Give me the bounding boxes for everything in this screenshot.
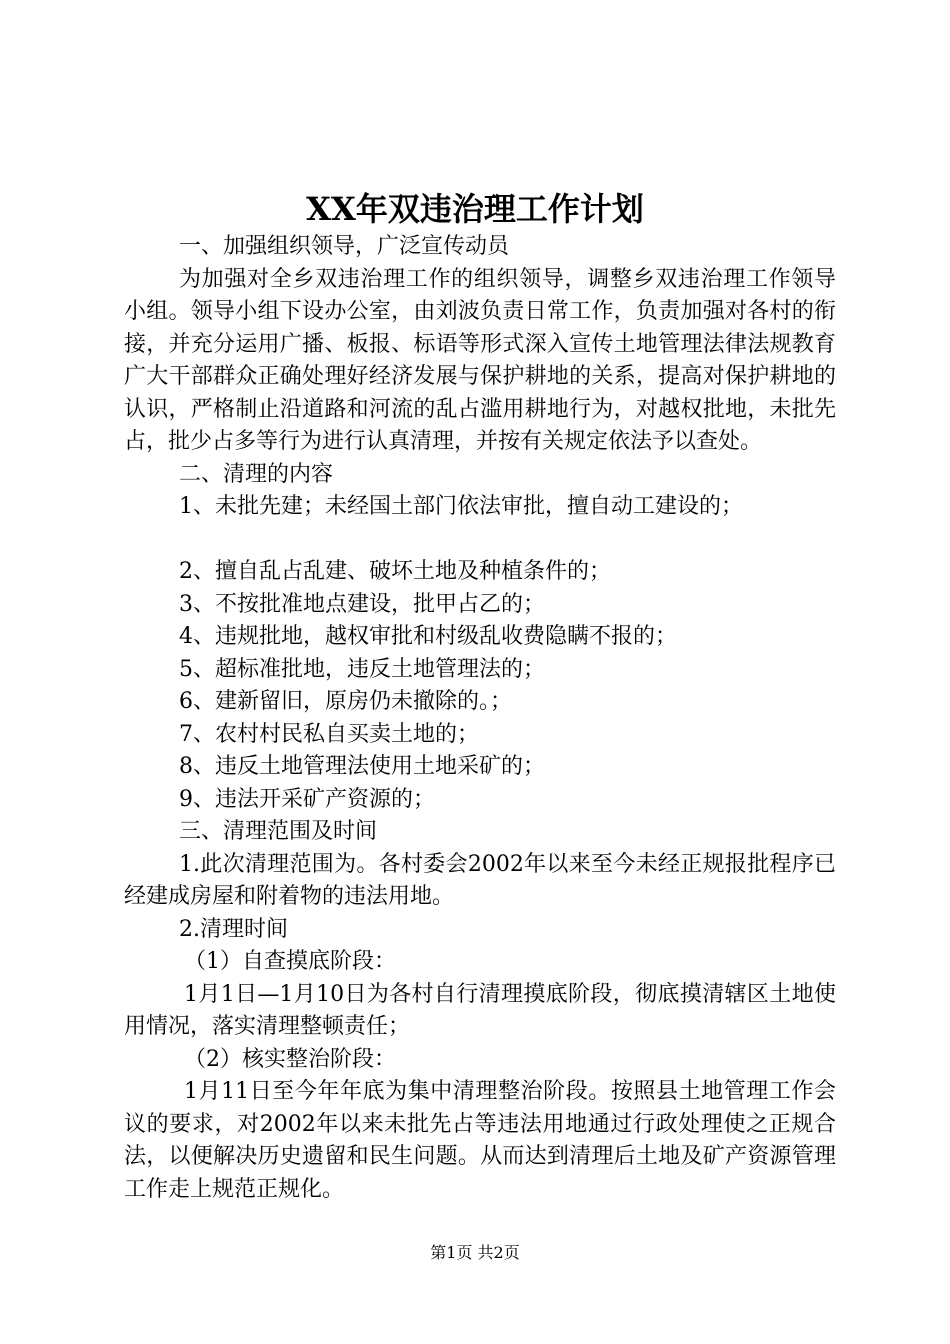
list-item: 2、擅自乱占乱建、破坏土地及种植条件的； xyxy=(179,559,611,584)
page-footer: 第1页 共2页 xyxy=(430,1243,520,1262)
section-heading-2: 二、清理的内容 xyxy=(179,461,334,487)
subheading-time: 2.清理时间 xyxy=(179,916,288,942)
list-item: 6、建新留旧，原房仍未撤除的。； xyxy=(179,689,512,714)
list-item: 4、违规批地，越权审批和村级乱收费隐瞒不报的； xyxy=(179,624,677,649)
blank-line xyxy=(124,524,836,557)
document-title: XX年双违治理工作计划 xyxy=(306,190,644,228)
list-item: 1、未批先建；未经国土部门依法审批，擅自动工建设的； xyxy=(179,494,743,519)
paragraph-scope: 1.此次清理范围为。各村委会2002年以来至今未经正规报批程序已经建成房屋和附着物的违法用地。 xyxy=(124,851,836,909)
document-body xyxy=(124,231,836,1206)
list-item: 9、违法开采矿产资源的； xyxy=(179,786,435,812)
list-item: 7、农村村民私自买卖土地的； xyxy=(179,721,479,747)
paragraph-stage-1: 1月1日—1月10日为各村自行清理摸底阶段，彻底摸清辖区土地使用情况，落实清理整顿责任； xyxy=(124,981,836,1039)
section-heading-3: 三、清理范围及时间 xyxy=(179,819,378,844)
list-item: 3、不按批准地点建设，批甲占乙的； xyxy=(179,591,545,617)
section-heading-1: 一、加强组织领导，广泛宣传动员 xyxy=(179,234,510,259)
paragraph-stage-2: 1月11日至今年年底为集中清理整治阶段。按照县土地管理工作会议的要求，对2002年以来未批先占等违法用地通过行政处理使之正规合法，以便解决历史遗留和民生问题。从而达到清理后土地及矿产资源管理工作走上规范正规化。 xyxy=(124,1079,836,1202)
list-item: 8、违反土地管理法使用土地采矿的； xyxy=(179,754,545,779)
paragraph-organization: 为加强对全乡双违治理工作的组织领导，调整乡双违治理工作领导小组。领导小组下设办公室，由刘波负责日常工作，负责加强对各村的衔接，并充分运用广播、板报、标语等形式深入宣传土地管理法律法规教育广大干部群众正确处理好经济发展与保护耕地的关系，提高对保护耕地的认识，严格制止沿道路和河流的乱占滥用耕地行为，对越权批地，未批先占，批少占多等行为进行认真清理，并按有关规定依法予以查处。 xyxy=(124,266,836,454)
stage-heading-1: （1）自查摸底阶段： xyxy=(184,949,396,974)
list-item: 5、超标准批地，违反土地管理法的； xyxy=(179,656,545,682)
stage-heading-2: （2）核实整治阶段： xyxy=(184,1046,396,1072)
